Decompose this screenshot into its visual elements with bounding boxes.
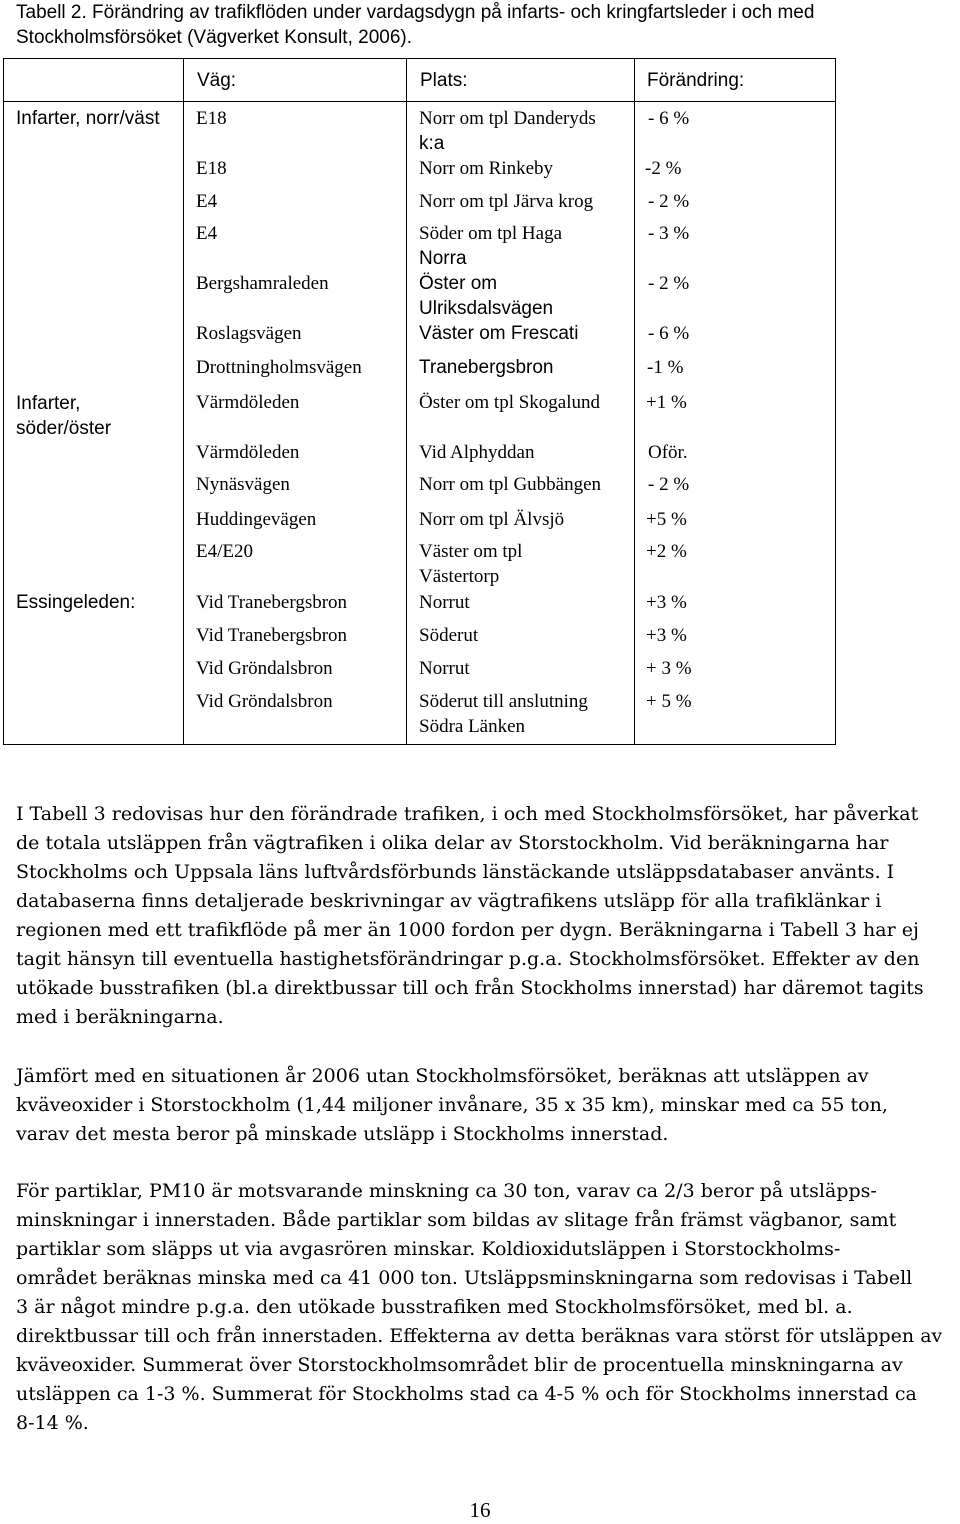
table-cell-change: - 6 %	[648, 323, 690, 344]
group-label-north-west: Infarter, norr/väst	[16, 108, 160, 129]
table-cell-place: Väster om tpl	[419, 541, 523, 562]
place-column	[407, 102, 635, 745]
table-cell-road: Nynäsvägen	[196, 474, 290, 495]
caption-line-2: Stockholmsförsöket (Vägverket Konsult, 2006).	[16, 27, 413, 48]
table-cell-road: E4	[196, 223, 218, 244]
paragraph-nitrogen-oxides: Jämfört med en situationen år 2006 utan Stockholmsförsöket, beräknas att utsläppen av kväveoxider i Storstockholm (1,44 miljoner invånare, 35 x 35 km), minskar med ca 55 ton, varav det mesta beror på minskade utsläpp i Stockholms innerstad.	[16, 1065, 888, 1145]
table-cell-place-cont: Västertorp	[419, 566, 500, 587]
table-cell-place: Söderut	[419, 625, 479, 646]
table-cell-road: Vid Gröndalsbron	[196, 658, 333, 679]
table-cell-change: +3 %	[646, 592, 687, 613]
table-cell-change: +3 %	[646, 625, 687, 646]
table-cell-change: +5 %	[646, 509, 687, 530]
table-cell-road: Värmdöleden	[196, 442, 300, 463]
table-cell-change: - 2 %	[648, 474, 690, 495]
table-cell-road: Vid Tranebergsbron	[196, 625, 348, 646]
header-change: Förändring:	[635, 59, 836, 102]
table-cell-place: Tranebergsbron	[419, 357, 554, 378]
group-column	[4, 102, 184, 745]
table-cell-place-cont: Ulriksdalsvägen	[419, 298, 554, 319]
table-cell-change: - 3 %	[648, 223, 690, 244]
table-header-row	[4, 59, 836, 102]
table-cell-place: Norr om tpl Gubbängen	[419, 474, 602, 495]
header-group-cell	[4, 59, 184, 102]
table-cell-place: Väster om Frescati	[419, 323, 579, 344]
table-cell-place-cont: k:a	[419, 133, 445, 154]
table-cell-place: Norr om tpl Danderyds	[419, 108, 596, 129]
table-cell-change: - 2 %	[648, 191, 690, 212]
table-cell-change: Oför.	[648, 442, 688, 463]
table-cell-road: Värmdöleden	[196, 392, 300, 413]
table-cell-change: +2 %	[646, 541, 687, 562]
table-cell-place: Söderut till anslutning	[419, 691, 588, 712]
table-cell-change: - 2 %	[648, 273, 690, 294]
table-cell-road: Roslagsvägen	[196, 323, 302, 344]
page-number: 16	[469, 1498, 491, 1522]
table-cell-change: - 6 %	[648, 108, 690, 129]
table-cell-road: Huddingevägen	[196, 509, 317, 530]
table-cell-road: E18	[196, 158, 227, 179]
table-cell-place-cont: Norra	[419, 248, 467, 269]
table-cell-place: Söder om tpl Haga	[419, 223, 563, 244]
group-label-essingeleden: Essingeleden:	[16, 592, 136, 613]
table-cell-place-cont: Södra Länken	[419, 716, 526, 737]
table-cell-change: + 5 %	[646, 691, 692, 712]
table-cell-place: Vid Alphyddan	[419, 442, 535, 463]
change-column	[635, 102, 836, 745]
paragraph-particles: För partiklar, PM10 är motsvarande minskning ca 30 ton, varav ca 2/3 beror på utsläpps- minskningar i innerstaden. Både partiklar som bildas av slitage från främst vägbanor, samt partiklar som släpps ut via avgasrören minskar. Koldioxidutsläppen i Storstockholms- området beräknas minska med ca 41 000 ton. Utsläppsminskningarna som redovisas i Tabell 3 är något mindre p.g.a. den utökade busstrafiken med Stockholmsförsöket, med bl. a. direktbussar till och från innerstaden. Effekterna av detta beräknas vara störst för utsläppen av kväveoxider. Summerat över Storstockholmsområdet blir de procentuella minskningarna av utsläppen ca 1-3 %. Summerat för Stockholms stad ca 4-5 % och för Stockholms innerstad ca 8-14 %.	[16, 1180, 943, 1434]
road-column	[184, 102, 407, 745]
header-place: Plats:	[407, 59, 635, 102]
table-cell-place: Norr om tpl Älvsjö	[419, 509, 565, 530]
table-cell-road: E18	[196, 108, 227, 129]
group-label-south-east-2: söder/öster	[16, 418, 112, 439]
traffic-change-table	[3, 58, 836, 745]
table-cell-change: -1 %	[647, 357, 684, 378]
table-cell-change: +1 %	[646, 392, 687, 413]
table-caption	[16, 0, 946, 50]
paragraph-emissions-intro: I Tabell 3 redovisas hur den förändrade trafiken, i och med Stockholmsförsöket, har påverkat de totala utsläppen från vägtrafiken i olika delar av Storstockholm. Vid beräkningarna har Stockholms och Uppsala läns luftvårdsförbunds länstäckande utsläppsdatabaser använts. I databaserna finns detaljerade beskrivningar av vägtrafikens utsläpp för alla trafiklänkar i regionen med ett trafikflöde på mer än 1000 fordon per dygn. Beräkningarna i Tabell 3 har ej tagit hänsyn till eventuella hastighetsförändringar p.g.a. Stockholmsförsöket. Effekter av den utökade busstrafiken (bl.a direktbussar till och från Stockholms innerstad) har däremot tagits med i beräkningarna.	[16, 803, 924, 1028]
table-cell-place: Öster om	[419, 273, 498, 294]
table-cell-place: Norrut	[419, 658, 470, 679]
table-cell-road: Bergshamraleden	[196, 273, 329, 294]
table-cell-road: E4	[196, 191, 218, 212]
header-road: Väg:	[184, 59, 407, 102]
table-cell-place: Norr om tpl Järva krog	[419, 191, 594, 212]
table-cell-change: + 3 %	[646, 658, 692, 679]
table-cell-road: E4/E20	[196, 541, 253, 562]
table-cell-change: -2 %	[645, 158, 682, 179]
table-cell-road: Drottningholmsvägen	[196, 357, 362, 378]
table-cell-road: Vid Gröndalsbron	[196, 691, 333, 712]
table-cell-place: Norrut	[419, 592, 470, 613]
table-cell-place: Norr om Rinkeby	[419, 158, 554, 179]
caption-line-1: Tabell 2. Förändring av trafikflöden under vardagsdygn på infarts- och kringfartsleder i och med	[16, 2, 815, 23]
table-cell-road: Vid Tranebergsbron	[196, 592, 348, 613]
table-cell-place: Öster om tpl Skogalund	[419, 392, 601, 413]
table-body-row	[4, 102, 836, 745]
group-label-south-east-1: Infarter,	[16, 393, 81, 414]
